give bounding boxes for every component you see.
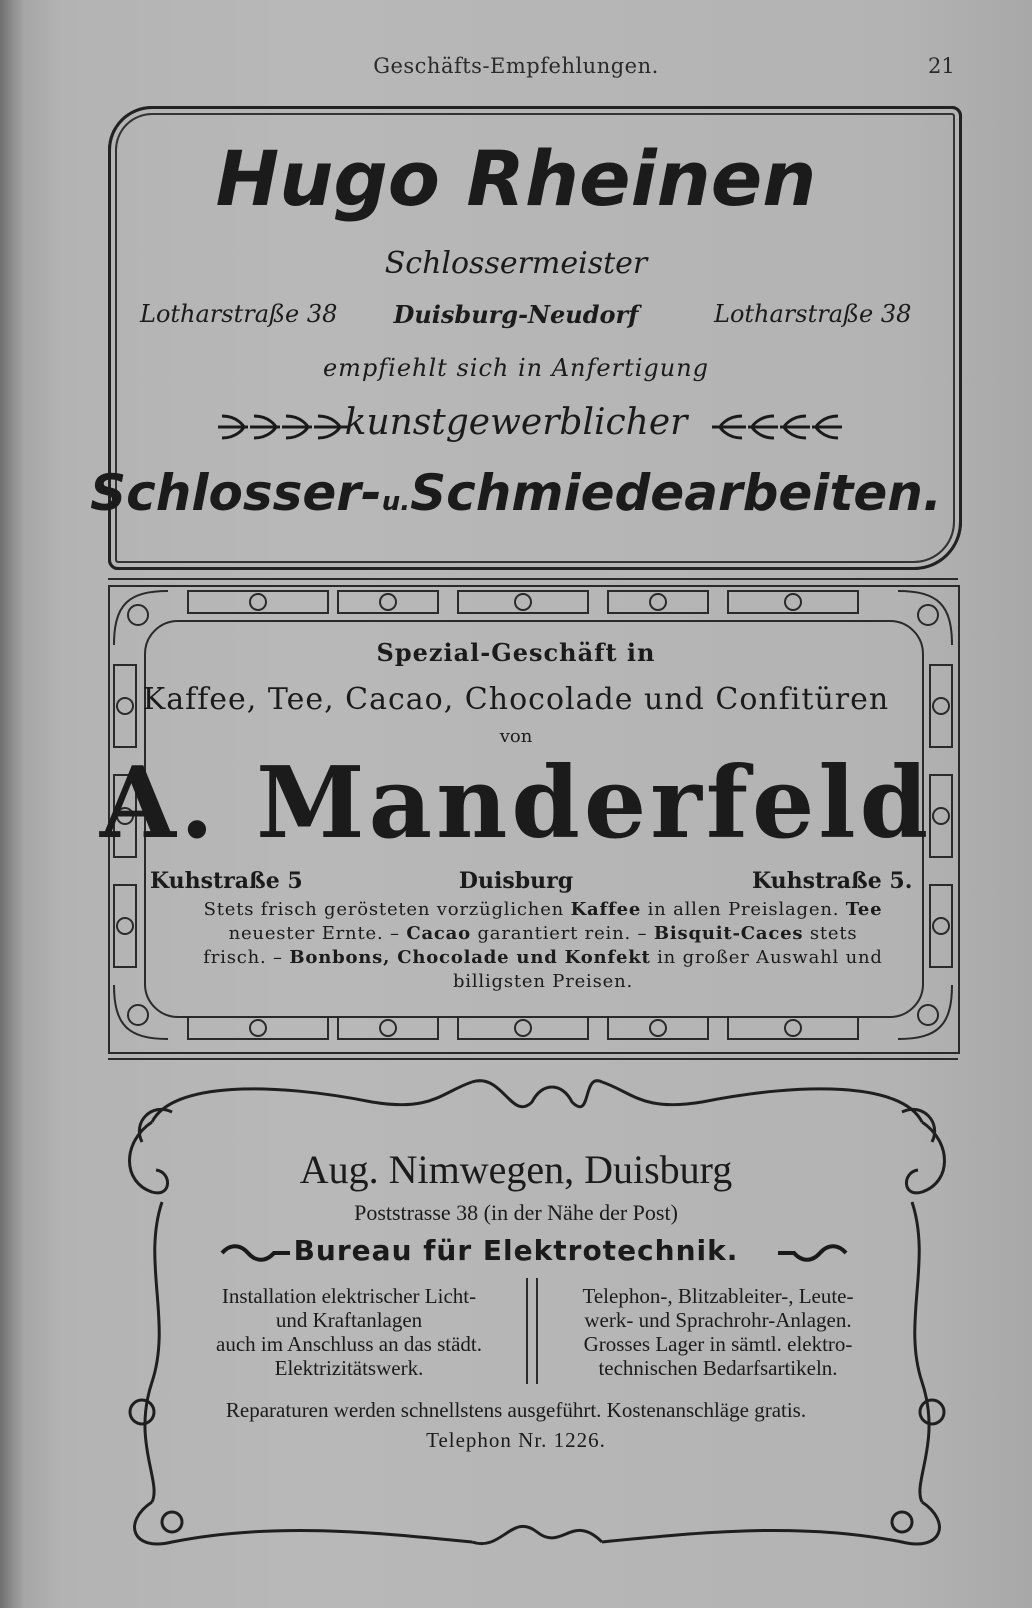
body-text-6: in großer Auswahl und billigsten Preisen. <box>452 947 883 992</box>
ad-nimwegen-services-right <box>548 1284 888 1380</box>
right-flourish-icon <box>776 1242 848 1264</box>
ad-nimwegen-name: Aug. Nimwegen, Duisburg <box>299 1147 733 1192</box>
left-line: Installation elektrischer Licht- <box>221 1284 477 1308</box>
ad-rheinen-address-left: Lotharstraße 38 <box>140 300 338 328</box>
ad-manderfeld-products: Kaffee, Tee, Cacao, Chocolade und Confitüren <box>142 682 890 717</box>
body-text-2: in allen Preislagen. <box>647 899 840 920</box>
right-line: Telephon-, Blitzableiter-, Leute- <box>582 1284 854 1308</box>
ad-rheinen-recommend: empfiehlt sich in Anfertigung <box>322 354 710 382</box>
ad-nimwegen-services-left <box>186 1284 512 1380</box>
column-divider <box>526 1278 538 1384</box>
ad-nimwegen-location: Poststrasse 38 (in der Nähe der Post) <box>354 1200 678 1225</box>
body-bisquit: Bisquit-Caces <box>653 923 804 944</box>
page-number: 21 <box>928 54 955 78</box>
ad-nimwegen-telephone: Telephon Nr. 1226. <box>426 1428 606 1452</box>
ad-nimwegen-repairs: Reparaturen werden schnellstens ausgeführt. Kostenanschläge gratis. <box>225 1398 807 1422</box>
ad-manderfeld-address-left: Kuhstraße 5 <box>150 868 303 894</box>
ad-rheinen-art-line: kunstgewerblicher <box>344 402 688 443</box>
work-part-u: u. <box>381 487 411 517</box>
left-line: Elektrizitätswerk. <box>274 1356 424 1380</box>
ad-rheinen-work-line <box>0 464 1032 522</box>
body-tee: Tee <box>845 899 883 920</box>
ad-rheinen-city: Duisburg-Neudorf <box>393 300 639 329</box>
body-text-1: Stets frisch gerösteten vorzüglichen <box>203 899 565 920</box>
ad-rheinen-name: Hugo Rheinen <box>215 134 817 223</box>
body-text-4: garantiert rein. – <box>477 923 648 944</box>
right-leaf-ornament-icon <box>706 410 846 444</box>
body-text-5: stets frisch. – <box>203 923 858 968</box>
body-kaffee: Kaffee <box>570 899 642 920</box>
ad-manderfeld-address-right: Kuhstraße 5. <box>752 868 913 894</box>
ad-rheinen-content <box>0 0 1032 600</box>
ad-manderfeld-headline: Spezial-Geschäft in <box>376 638 656 667</box>
right-line: Grosses Lager in sämtl. elektro- <box>583 1332 853 1356</box>
right-line: werk- und Sprachrohr-Anlagen. <box>584 1308 852 1332</box>
ad-manderfeld-von: von <box>499 726 533 747</box>
ad-rheinen-address-right: Lotharstraße 38 <box>714 300 912 328</box>
work-part-a: Schlosser- <box>90 464 382 522</box>
ad-nimwegen-bureau: Bureau für Elektrotechnik. <box>293 1234 739 1267</box>
right-line: technischen Bedarfsartikeln. <box>598 1356 838 1380</box>
work-part-b: Schmiedearbeiten. <box>410 464 942 522</box>
left-line: und Kraftanlagen <box>275 1308 423 1332</box>
divider-rule-1 <box>108 578 958 580</box>
ad-manderfeld-city: Duisburg <box>458 868 574 894</box>
ad-rheinen-profession: Schlossermeister <box>384 246 648 281</box>
ad-manderfeld-name: A. Manderfeld <box>99 746 933 861</box>
running-head: Geschäfts-Empfehlungen. <box>373 54 659 78</box>
ad-manderfeld-body <box>198 898 888 994</box>
left-line: auch im Anschluss an das städt. <box>216 1332 482 1356</box>
body-bonbons: Bonbons, Chocolade und Konfekt <box>289 947 651 968</box>
body-text-3: neuester Ernte. – <box>228 923 400 944</box>
divider-rule-2 <box>108 1058 958 1060</box>
body-cacao: Cacao <box>406 923 471 944</box>
